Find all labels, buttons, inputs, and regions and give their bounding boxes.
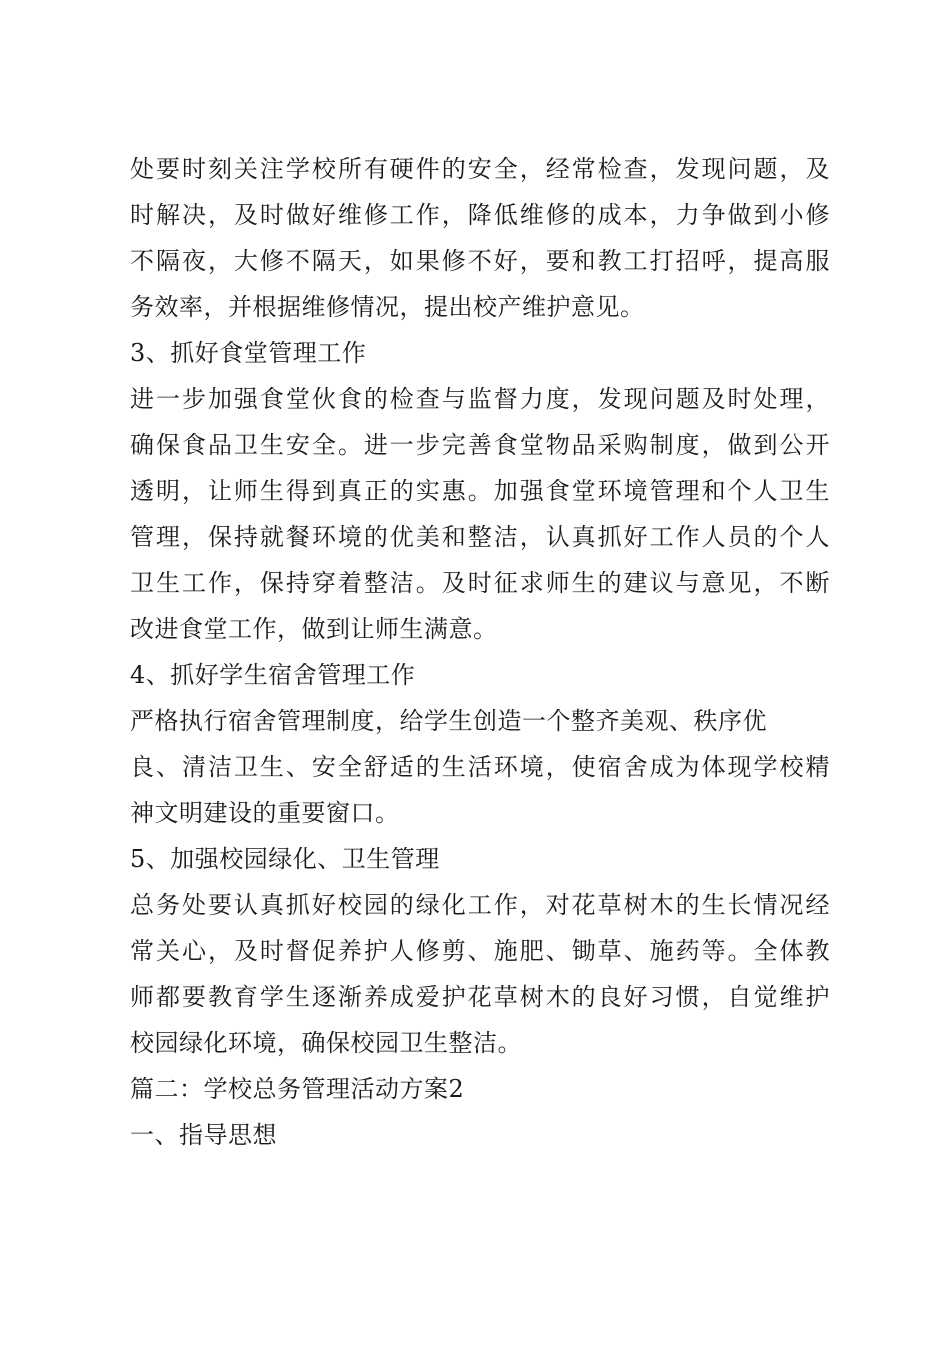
text-line: 务效率，并根据维修情况，提出校产维护意见。 [130,293,645,321]
text-line: 时解决，及时做好维修工作，降低维修的成本，力争做到小修 [130,201,830,229]
text-line: 严格执行宿舍管理制度，给学生创造一个整齐美观、秩序优 [130,707,767,735]
paragraph-greening [130,882,830,1066]
text-line: 师都要教育学生逐渐养成爱护花草树木的良好习惯，自觉维护 [130,983,830,1011]
text-line: 良、清洁卫生、安全舒适的生活环境，使宿舍成为体现学校精 [130,753,830,781]
section-heading-canteen: 3、抓好食堂管理工作 [130,339,367,367]
text-line: 进一步加强食堂伙食的检查与监督力度，发现问题及时处理， [130,385,830,413]
section-heading-greening: 5、加强校园绿化、卫生管理 [130,845,440,873]
text-line: 管理，保持就餐环境的优美和整洁，认真抓好工作人员的个人 [130,523,830,551]
document-page [130,146,830,1158]
text-line: 确保食品卫生安全。进一步完善食堂物品采购制度，做到公开 [130,431,830,459]
paragraph-dormitory [130,698,830,836]
section-heading-guiding-thought: 一、指导思想 [130,1121,277,1149]
text-line: 不隔夜，大修不隔天，如果修不好，要和教工打招呼，提高服 [130,247,830,275]
text-line: 校园绿化环境，确保校园卫生整洁。 [130,1029,522,1057]
text-line: 透明，让师生得到真正的实惠。加强食堂环境管理和个人卫生 [130,477,830,505]
section-heading-dormitory: 4、抓好学生宿舍管理工作 [130,661,416,689]
text-line: 神文明建设的重要窗口。 [130,799,400,827]
text-line: 改进食堂工作，做到让师生满意。 [130,615,498,643]
text-line: 卫生工作，保持穿着整洁。及时征求师生的建议与意见，不断 [130,569,830,597]
text-line: 常关心，及时督促养护人修剪、施肥、锄草、施药等。全体教 [130,937,830,965]
chapter-heading: 篇二：学校总务管理活动方案2 [130,1075,465,1103]
paragraph-canteen [130,376,830,652]
paragraph-repairs [130,146,830,330]
text-line: 处要时刻关注学校所有硬件的安全，经常检查，发现问题，及 [130,155,830,183]
text-line: 总务处要认真抓好校园的绿化工作，对花草树木的生长情况经 [130,891,830,919]
